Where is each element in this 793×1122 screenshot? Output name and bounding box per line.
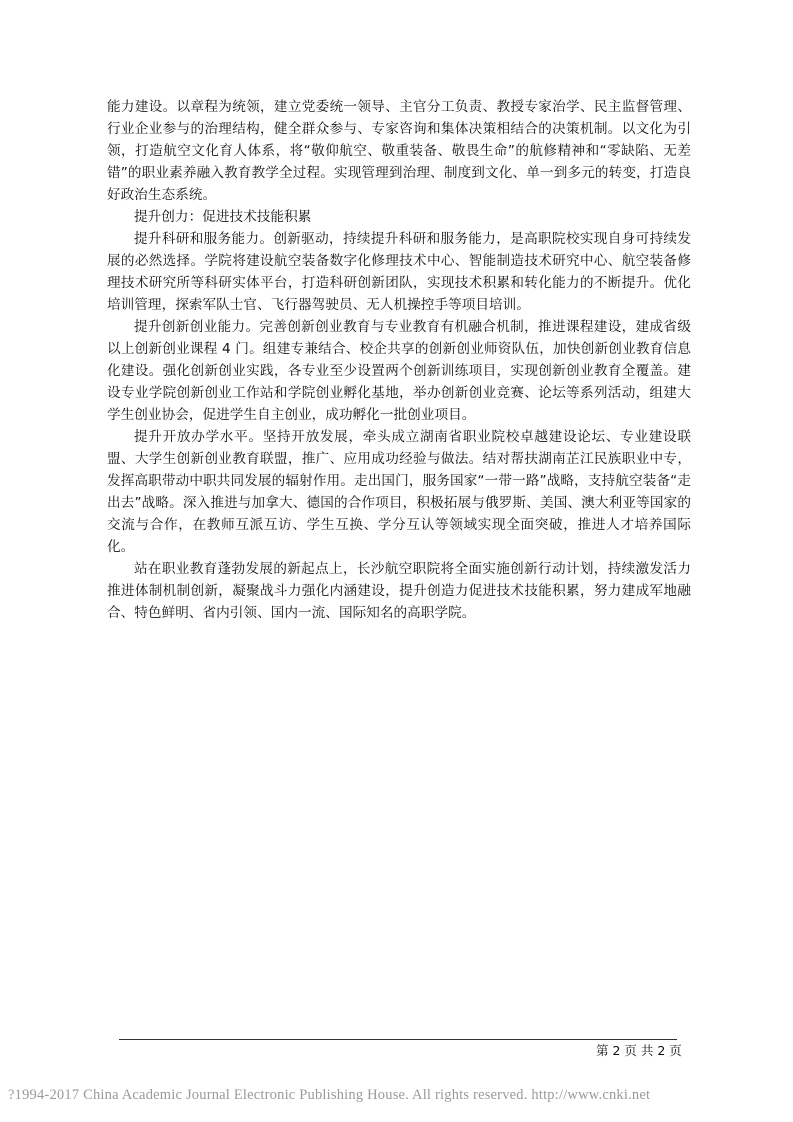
paragraph-openness: 提升开放办学水平。坚持开放发展，牵头成立湖南省职业院校卓越建设论坛、专业建设联盟、大学生创新创业教育联盟，推广、应用成功经验与做法。结对帮扶湖南芷江民族职业中专，发挥高职带动中职共同发展的辐射作用。走出国门，服务国家“一带一路”战略，支持航空装备“走出去”战略。深入推进与加拿大、德国的合作项目，积极拓展与俄罗斯、美国、澳大利亚等国家的交流与合作，在教师互派互访、学生互换、学分互认等领域实现全面突破，推进人才培养国际化。 xyxy=(107,429,691,555)
footer-divider xyxy=(119,1039,677,1040)
paragraph-conclusion: 站在职业教育蓬勃发展的新起点上，长沙航空职院将全面实施创新行动计划，持续激发活力推进体制机制创新，凝聚战斗力强化内涵建设，提升创造力促进技术技能积累，努力建成军地融合、特色鲜明、省内引领、国内一流、国际知名的高职学院。 xyxy=(107,561,691,621)
page-number: 第 2 页 共 2 页 xyxy=(596,1043,682,1058)
document-body xyxy=(107,96,691,624)
copyright-notice: ?1994-2017 China Academic Journal Electronic Publishing House. All rights reserved. http://www.cnki.net xyxy=(8,1087,651,1103)
paragraph-research: 提升科研和服务能力。创新驱动，持续提升科研和服务能力，是高职院校实现自身可持续发展的必然选择。学院将建设航空装备数字化修理技术中心、智能制造技术研究中心、航空装备修理技术研究所等科研实体平台，打造科研创新团队，实现技术积累和转化能力的不断提升。优化培训管理，探索军队士官、飞行器驾驶员、无人机操控手等项目培训。 xyxy=(107,231,691,313)
paragraph-innovation: 提升创新创业能力。完善创新创业教育与专业教育有机融合机制，推进课程建设，建成省级以上创新创业课程 4 门。组建专兼结合、校企共享的创新创业师资队伍，加快创新创业教育信息化建设。强化创新创业实践，各专业至少设置两个创新训练项目，实现创新创业教育全覆盖。建设专业学院创新创业工作站和学院创业孵化基地，举办创新创业竞赛、论坛等系列活动，组建大学生创业协会，促进学生自主创业，成功孵化一批创业项目。 xyxy=(107,319,691,423)
paragraph-governance: 能力建设。以章程为统领，建立党委统一领导、主官分工负责、教授专家治学、民主监督管理、行业企业参与的治理结构，健全群众参与、专家咨询和集体决策相结合的决策机制。以文化为引领，打造航空文化育人体系，将“敬仰航空、敬重装备、敬畏生命”的航修精神和“零缺陷、无差错”的职业素养融入教育教学全过程。实现管理到治理、制度到文化、单一到多元的转变，打造良好政治生态系统。 xyxy=(107,99,691,203)
section-heading: 提升创力：促进技术技能积累 xyxy=(134,209,312,225)
